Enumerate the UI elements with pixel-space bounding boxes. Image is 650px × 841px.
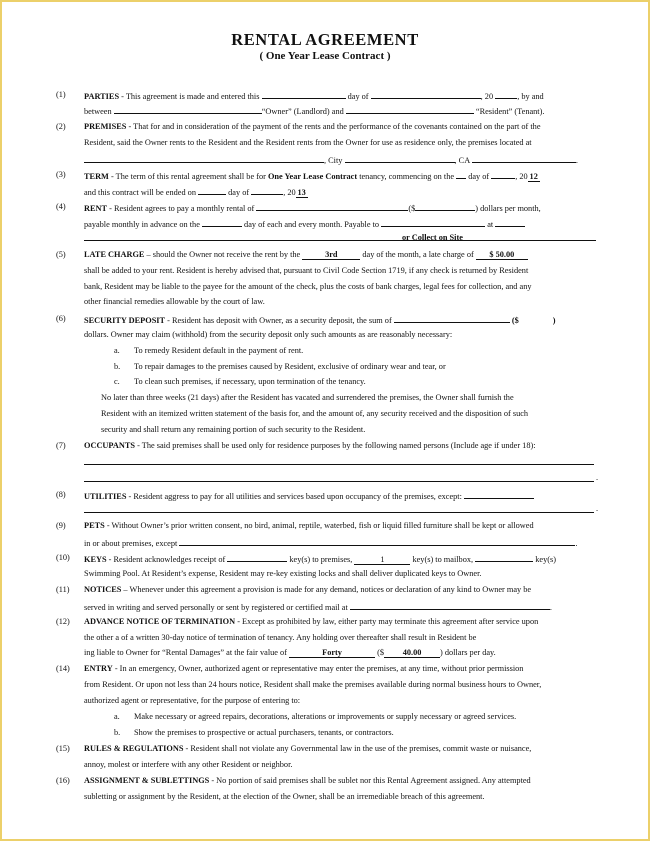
entry-line-1: ENTRY - In an emergency, Owner, authorized agent or representative may enter the premises, at any time, without prior permission <box>84 664 524 673</box>
city-blank[interactable] <box>345 154 455 163</box>
section-number: (6) <box>56 314 66 323</box>
section-heading: PETS <box>84 521 105 530</box>
rules-line-2: annoy, molest or interfere with any other Resident or neighbor. <box>84 760 293 769</box>
section-number: (4) <box>56 202 66 211</box>
entry-item-b: b. <box>114 728 121 737</box>
section-number: (1) <box>56 90 66 99</box>
premises-line-3: , City , CA . <box>84 154 578 166</box>
section-number: (14) <box>56 664 70 673</box>
mailbox-keys-value: 1 <box>354 555 410 565</box>
rent-day-blank[interactable] <box>202 218 242 227</box>
premises-line-2: Resident, said the Owner rents to the Resident and the Resident rents from the Owner for use as residence only, the premises located at <box>84 138 532 147</box>
payable-to-blank[interactable] <box>381 218 485 227</box>
month-blank[interactable] <box>371 90 481 99</box>
section-heading: ASSIGNMENT & SUBLETTINGS <box>84 776 210 785</box>
payable-at-blank[interactable] <box>495 218 525 227</box>
end-day-blank[interactable] <box>198 186 226 195</box>
section-number: (9) <box>56 521 66 530</box>
assignment-line-2: subletting or assignment by the Resident, at the election of the Owner, shall be an irremediable breach of this agreement. <box>84 792 485 801</box>
entry-item-a: a. <box>114 712 120 721</box>
section-number: (7) <box>56 441 66 450</box>
section-heading: PREMISES <box>84 122 127 131</box>
assignment-line-1: ASSIGNMENT & SUBLETTINGS - No portion of said premises shall be sublet nor this Rental Agreement assigned. Any attempted <box>84 776 531 785</box>
section-heading: OCCUPANTS <box>84 441 136 450</box>
notice-address-blank[interactable] <box>350 601 550 610</box>
late-charge-line-1: LATE CHARGE – should the Owner not receive the rent by the 3rd day of the month, a late charge of $ 50.00 <box>84 250 528 260</box>
utilities-except-blank[interactable] <box>464 490 534 499</box>
deposit-item-c: c. <box>114 377 120 386</box>
parties-line-2: between “Owner” (Landlord) and “Resident” (Tenant). <box>84 107 545 116</box>
damages-words-value: Forty <box>289 648 375 658</box>
utilities-line-1: UTILITIES - Resident aggress to pay for all utilities and services based upon occupancy of the premises, except: <box>84 490 534 502</box>
section-heading: ENTRY <box>84 664 113 673</box>
section-number: (15) <box>56 744 70 753</box>
late-charge-line-2: shall be added to your rent. Resident is hereby advised that, pursuant to Civil Code Section 1719, if any check is returned by Resident <box>84 266 529 275</box>
deposit-item-b: b. <box>114 362 121 371</box>
late-fee-value: $ 50.00 <box>476 250 528 260</box>
rules-line-1: RULES & REGULATIONS - Resident shall not violate any Governmental law in the use of the premises, commit waste or nuisance, <box>84 744 532 753</box>
entry-line-2: from Resident. Or upon not less than 24 hours notice, Resident shall make the premises available during normal business hours to Owner, <box>84 680 542 689</box>
section-heading: PARTIES <box>84 92 120 101</box>
start-day-blank[interactable] <box>456 170 466 179</box>
section-heading: RENT <box>84 204 108 213</box>
deposit-words-blank[interactable] <box>394 314 510 323</box>
rent-words-blank[interactable] <box>256 202 408 211</box>
entry-item-a-text: Make necessary or agreed repairs, decorations, alterations or improvements or supply necessary or agreed services. <box>134 712 517 721</box>
section-heading: TERM <box>84 172 109 181</box>
premises-line-1: PREMISES - That for and in consideration of the payment of the rents and the performance of the covenants contained on the part of the <box>84 122 541 131</box>
keys-line-2: Swimming Pool. At Resident’s expense, Resident may re-key existing locks and shall deliver duplicated keys to Owner. <box>84 569 482 578</box>
section-heading: UTILITIES <box>84 492 127 501</box>
section-number: (12) <box>56 617 70 626</box>
end-month-blank[interactable] <box>251 186 283 195</box>
day-blank[interactable] <box>262 90 346 99</box>
deposit-item-a-text: To remedy Resident default in the payment of rent. <box>134 346 304 355</box>
section-number: (8) <box>56 490 66 499</box>
end-year-value: 13 <box>297 188 306 197</box>
utilities-blank-2[interactable] <box>84 512 594 513</box>
occupants-line-1: OCCUPANTS - The said premises shall be used only for residence purposes by the following named persons (Include age if under 18): <box>84 441 536 450</box>
entry-item-b-text: Show the premises to prospective or actual purchasers, tenants, or contractors. <box>134 728 394 737</box>
section-number: (2) <box>56 122 66 131</box>
section-number: (10) <box>56 553 70 562</box>
occupants-blank-1[interactable] <box>84 464 594 465</box>
document-title: RENTAL AGREEMENT <box>231 30 419 49</box>
section-number: (16) <box>56 776 70 785</box>
section-heading: ADVANCE NOTICE OF TERMINATION <box>84 617 236 626</box>
deposit-para-3: security and shall return any remaining portion of such security to the Resident. <box>101 425 366 434</box>
late-day-value: 3rd <box>302 250 360 260</box>
keys-line-1: KEYS - Resident acknowledges receipt of key(s) to premises, 1 key(s) to mailbox, key(s) <box>84 555 556 564</box>
rent-address-line <box>84 240 596 241</box>
parties-line-1: PARTIES - This agreement is made and entered this day of , 20 , by and <box>84 92 544 101</box>
notices-line-2: served in writing and served personally or sent by registered or certified mail at . <box>84 603 552 612</box>
section-number: (3) <box>56 170 66 179</box>
deposit-item-c-text: To clean such premises, if necessary, upon termination of the tenancy. <box>134 377 366 386</box>
rent-line-2: payable monthly in advance on the day of each and every month. Payable to at <box>84 218 525 230</box>
late-charge-line-4: other financial remedies allowable by the court of law. <box>84 297 265 306</box>
zip-blank[interactable] <box>472 154 576 163</box>
start-year-value: 12 <box>529 172 538 181</box>
entry-line-3: authorized agent or representative, for the purpose of entering to: <box>84 696 301 705</box>
occupants-period: . <box>596 473 599 482</box>
pets-line-1: PETS - Without Owner’s prior written consent, no bird, animal, reptile, waterbed, fish or liquid filled furniture shall be kept or allowed <box>84 521 534 530</box>
year-blank[interactable] <box>495 90 517 99</box>
section-number: (11) <box>56 585 70 594</box>
start-month-blank[interactable] <box>491 170 515 179</box>
section-heading: KEYS <box>84 555 107 564</box>
section-heading: NOTICES <box>84 585 122 594</box>
collect-on-site: or Collect on Site <box>402 233 463 242</box>
termination-line-3: ing liable to Owner for “Rental Damages” at the fair value of Forty ($ 40.00 ) dollars per day. <box>84 648 496 657</box>
deposit-item-b-text: To repair damages to the premises caused by Resident, exclusive of ordinary wear and tear, or <box>134 362 446 371</box>
section-heading: SECURITY DEPOSIT <box>84 316 166 325</box>
occupants-blank-2[interactable] <box>84 481 594 482</box>
rent-amount-blank[interactable] <box>415 202 475 211</box>
termination-line-2: the other a of a written 30-day notice of termination of tenancy. Any holding over thereafter shall result in Resident be <box>84 633 477 642</box>
deposit-line-2: dollars. Owner may claim (withhold) from the security deposit only such amounts as are reasonably necessary: <box>84 330 453 339</box>
owner-name-blank[interactable] <box>114 105 262 114</box>
term-line-2: and this contract will be ended on day of , 20 13 <box>84 188 306 197</box>
section-heading: LATE CHARGE <box>84 250 145 259</box>
address-blank[interactable] <box>84 154 324 163</box>
rent-line-1: RENT - Resident agrees to pay a monthly rental of ($ ) dollars per month, <box>84 204 541 213</box>
section-heading: RULES & REGULATIONS <box>84 744 184 753</box>
pets-except-blank[interactable] <box>179 537 575 546</box>
deposit-para-2: Resident with an itemized written statement of the basis for, and the amount of, any security received and the disposition of such <box>101 409 529 418</box>
pool-keys-blank[interactable] <box>475 553 533 562</box>
deposit-item-a: a. <box>114 346 120 355</box>
document-subtitle: ( One Year Lease Contract ) <box>259 50 391 62</box>
resident-name-blank[interactable] <box>346 105 474 114</box>
premises-keys-blank[interactable] <box>227 553 287 562</box>
damages-amount-value: 40.00 <box>384 648 440 658</box>
pets-line-2: in or about premises, except . <box>84 539 578 548</box>
notices-line-1: NOTICES – Whenever under this agreement a provision is made for any demand, notices or declaration of any kind to Owner may be <box>84 585 532 594</box>
deposit-para-1: No later than three weeks (21 days) after the Resident has vacated and surrendered the premises, the Owner shall furnish the <box>101 393 514 402</box>
deposit-line-1: SECURITY DEPOSIT - Resident has deposit with Owner, as a security deposit, the sum of ($ ) <box>84 316 556 325</box>
late-charge-line-3: bank, Resident may be liable to the payee for the amount of the check, plus the costs of bank charges, legal fees for collection, and any <box>84 282 532 291</box>
term-line-1: TERM - The term of this rental agreement shall be for One Year Lease Contract tenancy, commencing on the day of , 20 12 <box>84 172 538 181</box>
section-number: (5) <box>56 250 66 259</box>
termination-line-1: ADVANCE NOTICE OF TERMINATION - Except as prohibited by law, either party may terminate this agreement after service upon <box>84 617 539 626</box>
utilities-period: . <box>596 504 599 513</box>
